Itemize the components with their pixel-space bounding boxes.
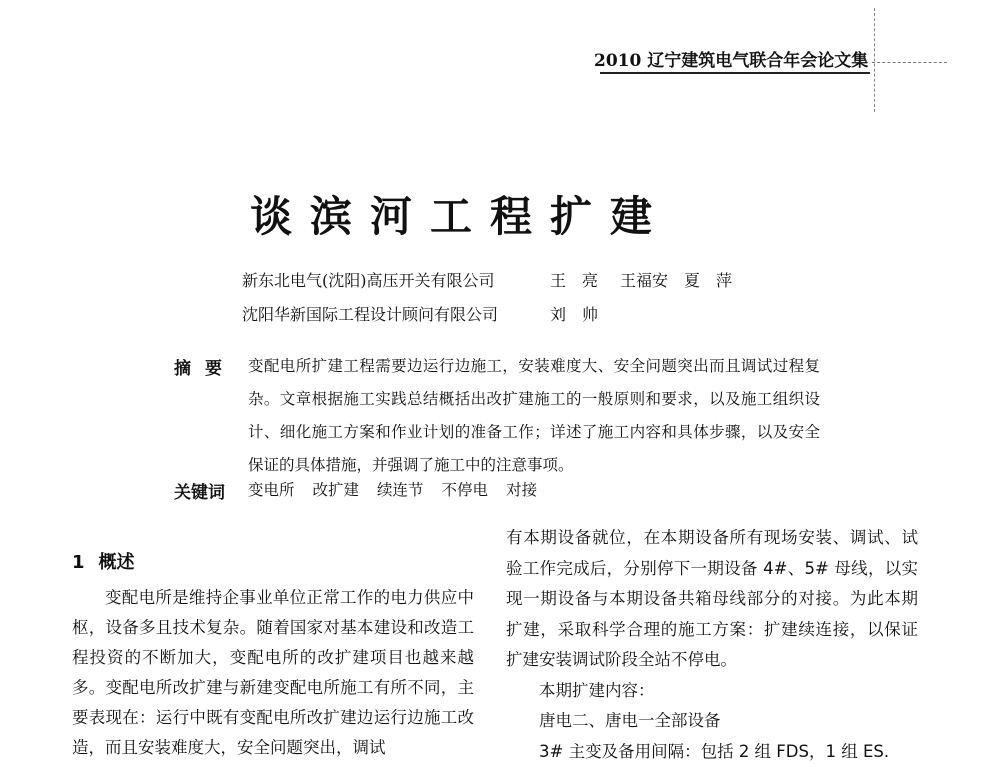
scope-item: 3# 主变及备用间隔：包括 2 组 FDS，1 组 ES. bbox=[506, 737, 918, 767]
section-title: 概述 bbox=[99, 552, 135, 573]
abstract-label: 摘要 bbox=[174, 354, 236, 379]
body-column-left bbox=[72, 583, 474, 763]
author-name: 夏 萍 bbox=[684, 271, 732, 290]
author-name: 刘 帅 bbox=[550, 305, 598, 324]
abstract-text: 变配电所扩建工程需要边运行边施工，安装难度大、安全问题突出而且调试过程复杂。文章根据施工实践总结概括出改扩建施工的一般原则和要求，以及施工组织设计、细化施工方案和作业计划的准备工作；详述了施工内容和具体步骤，以及安全保证的具体措施，并强调了施工中的注意事项。 bbox=[248, 350, 820, 482]
header-dash-line bbox=[872, 62, 947, 63]
margin-guide-line bbox=[874, 8, 875, 112]
author-list-1 bbox=[550, 268, 732, 291]
author-name: 王福安 bbox=[620, 271, 668, 290]
body-paragraph: 变配电所是维持企事业单位正常工作的电力供应中枢，设备多且技术复杂。随着国家对基本建设和改造工程投资的不断加大，变配电所的改扩建项目也越来越多。变配电所改扩建与新建变配电所施工有所不同，主要表现在：运行中既有变配电所改扩建边运行边施工改造，而且安装难度大，安全问题突出，调试 bbox=[72, 583, 474, 763]
author-name: 王 亮 bbox=[550, 271, 598, 290]
body-column-right bbox=[506, 523, 918, 767]
section-heading bbox=[72, 548, 135, 574]
author-list-2 bbox=[550, 302, 598, 325]
affiliation-2: 沈阳华新国际工程设计顾问有限公司 bbox=[242, 302, 498, 325]
keywords-label: 关键词 bbox=[174, 478, 225, 503]
header-rule bbox=[600, 72, 870, 74]
keyword: 对接 bbox=[506, 478, 537, 500]
keyword: 续连节 bbox=[377, 478, 424, 500]
keyword: 改扩建 bbox=[313, 478, 360, 500]
affiliation-1: 新东北电气(沈阳)高压开关有限公司 bbox=[242, 268, 495, 291]
keyword: 不停电 bbox=[442, 478, 489, 500]
section-number: 1 bbox=[72, 552, 85, 573]
body-paragraph: 有本期设备就位，在本期设备所有现场安装、调试、试验工作完成后，分别停下一期设备 4#、5# 母线，以实现一期设备与本期设备共箱母线部分的对接。为此本期扩建，采取科学合理的施工方案：扩建续连接，以保证扩建安装调试阶段全站不停电。 bbox=[506, 523, 918, 676]
scope-item: 唐电二、唐电一全部设备 bbox=[506, 706, 918, 737]
running-header: 2010 辽宁建筑电气联合年会论文集 bbox=[594, 46, 868, 71]
paper-title: 谈滨河工程扩建 bbox=[250, 184, 670, 244]
scope-label: 本期扩建内容： bbox=[506, 676, 918, 707]
keyword: 变电所 bbox=[248, 478, 295, 500]
keywords-list bbox=[248, 478, 555, 500]
